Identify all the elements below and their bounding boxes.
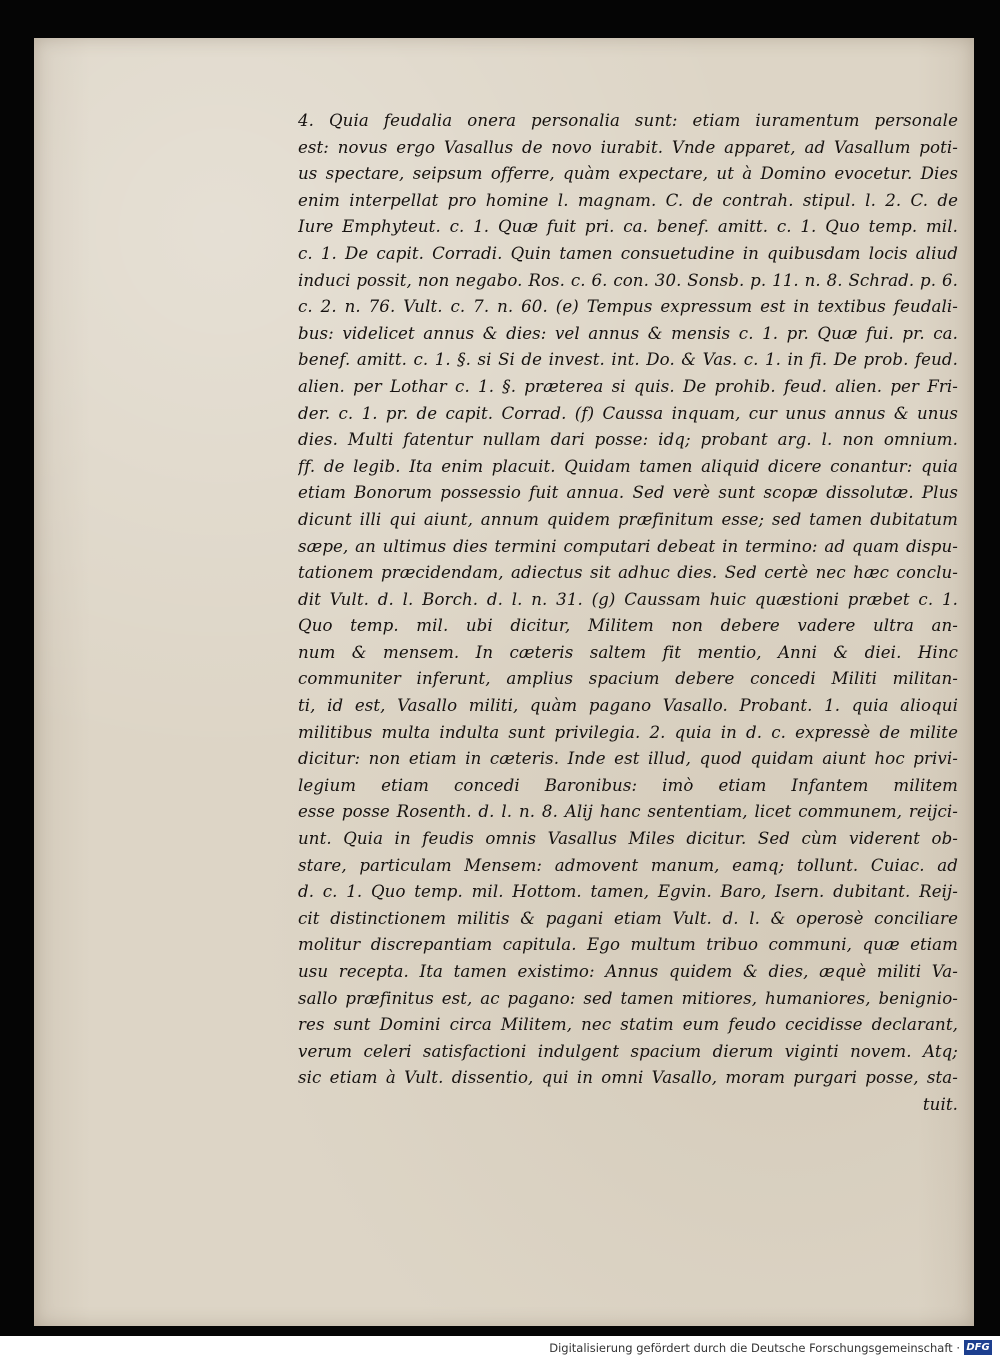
text-line: est: novus ergo Vasallus de novo iurabit. Vnde apparet, ad Vasallum poti- [298,137,958,157]
text-line: tationem præcidendam, adiectus sit adhuc dies. Sed certè nec hæc conclu- [298,563,958,583]
text-line: stare, particulam Mensem: admovent manum, eamq; tollunt. Cuiac. ad [298,855,958,875]
text-line: sæpe, an ultimus dies termini computari debeat in termino: ad quam dispu- [298,536,958,556]
text-line: induci possit, non negabo. Ros. c. 6. con. 30. Sonsb. p. 11. n. 8. Schrad. p. 6. [298,270,958,290]
text-line: esse posse Rosenth. d. l. n. 8. Alij hanc sententiam, licet communem, reijci- [298,802,958,822]
text-line: der. c. 1. pr. de capit. Corrad. (f) Caussa inquam, cur unus annus & unus [298,403,958,423]
text-line: res sunt Domini circa Militem, nec statim eum feudo cecidisse declarant, [298,1015,958,1035]
text-line: unt. Quia in feudis omnis Vasallus Miles dicitur. Sed cùm viderent ob- [298,829,958,849]
text-line: dit Vult. d. l. Borch. d. l. n. 31. (g) Caussam huic quæstioni præbet c. 1. [298,589,958,609]
body-text [298,108,958,1119]
footer-credit: Digitalisierung gefördert durch die Deutsche Forschungsgemeinschaft · [549,1341,960,1355]
text-line: alien. per Lothar c. 1. §. præterea si quis. De prohib. feud. alien. per Fri- [298,376,958,396]
text-line: verum celeri satisfactioni indulgent spacium dierum viginti novem. Atq; [298,1041,958,1061]
text-line: c. 2. n. 76. Vult. c. 7. n. 60. (e) Tempus expressum est in textibus feudali- [298,297,958,317]
text-line: sallo præfinitus est, ac pagano: sed tamen mitiores, humaniores, benignio- [298,988,958,1008]
text-line: ti, id est, Vasallo militi, quàm pagano Vasallo. Probant. 1. quia alioqui [298,696,958,716]
text-line: dies. Multi fatentur nullam dari posse: idq; probant arg. l. non omnium. [298,430,958,450]
text-line: militibus multa indulta sunt privilegia. 2. quia in d. c. expressè de milite [298,722,958,742]
page-scan [34,38,974,1326]
text-line: d. c. 1. Quo temp. mil. Hottom. tamen, Egvin. Baro, Isern. dubitant. Reij- [298,882,958,902]
text-line: communiter inferunt, amplius spacium debere concedi Militi militan- [298,669,958,689]
text-line: molitur discrepantiam capitula. Ego multum tribuo communi, quæ etiam [298,935,958,955]
text-line: tuit. [922,1094,958,1114]
text-line: sic etiam à Vult. dissentio, qui in omni Vasallo, moram purgari posse, sta- [298,1068,958,1088]
text-line: Quo temp. mil. ubi dicitur, Militem non debere vadere ultra an- [298,616,958,636]
text-line: num & mensem. In cæteris saltem fit mentio, Anni & diei. Hinc [298,642,958,662]
text-line: bus: videlicet annus & dies: vel annus & mensis c. 1. pr. Quæ fui. pr. ca. [298,323,958,343]
footer-bar [0,1336,1000,1360]
text-line: c. 1. De capit. Corradi. Quin tamen consuetudine in quibusdam locis aliud [298,243,958,263]
text-line: us spectare, seipsum offerre, quàm expectare, ut à Domino evocetur. Dies [298,164,958,184]
dfg-logo: DFG [964,1340,992,1355]
text-line: cit distinctionem militis & pagani etiam Vult. d. l. & operosè conciliare [298,908,958,928]
text-line: ff. de legib. Ita enim placuit. Quidam tamen aliquid dicere conantur: quia [298,456,958,476]
text-line: legium etiam concedi Baronibus: imò etiam Infantem militem [298,775,958,795]
text-line: Iure Emphyteut. c. 1. Quæ fuit pri. ca. benef. amitt. c. 1. Quo temp. mil. [298,217,958,237]
text-line: benef. amitt. c. 1. §. si Si de invest. int. Do. & Vas. c. 1. in fi. De prob. feud. [298,350,958,370]
text-line: 4. Quia feudalia onera personalia sunt: etiam iuramentum personale [298,111,958,130]
text-line: usu recepta. Ita tamen existimo: Annus quidem & dies, æquè militi Va- [298,962,958,981]
text-line: enim interpellat pro homine l. magnam. C. de contrah. stipul. l. 2. C. de [298,190,958,210]
text-line: dicunt illi qui aiunt, annum quidem præfinitum esse; sed tamen dubitatum [298,509,958,529]
text-line: dicitur: non etiam in cæteris. Inde est illud, quod quidam aiunt hoc privi- [298,749,958,769]
text-line: etiam Bonorum possessio fuit annua. Sed verè sunt scopæ dissolutæ. Plus [298,483,958,503]
